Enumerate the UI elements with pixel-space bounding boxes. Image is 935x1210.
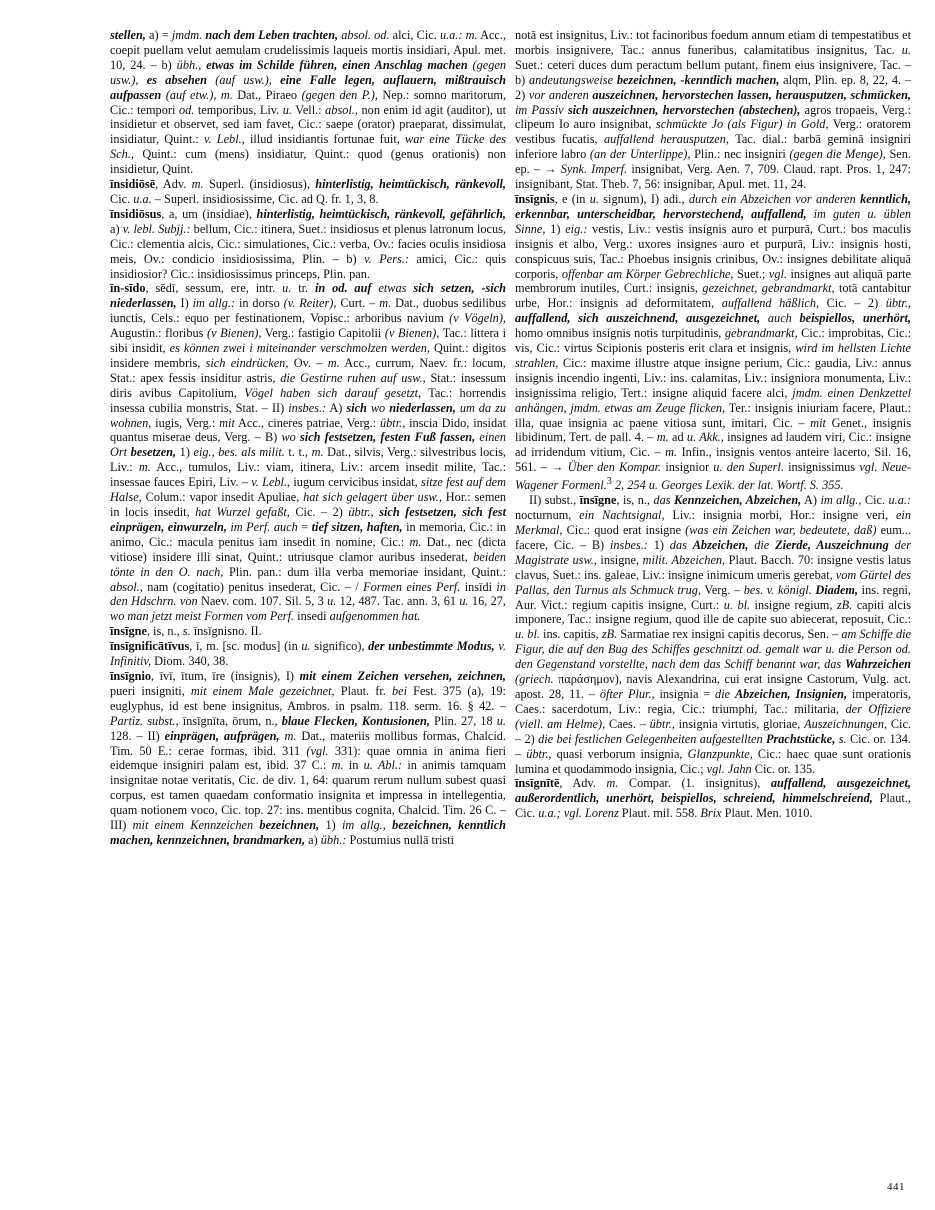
- dictionary-entry-insignio-cont: notā est insignitus, Liv.: tot facinoribus foedum annum etiam di tempestatibus et morbis insignivere, Tac.: annus funeribus, calamitatibus insignitus, Tac. u. Suet.: ceteri duces dum peractum bellum putant, finem eius insignivere, Tac. – b) andeutungsweise bezeichnen, -kenntlich machen, alqm, Plin. ep. 8, 22, 4. – 2) vor anderen auszeichnen, hervorstechen lassen, herausputzen, schmücken, im Passiv sich auszeichnen, hervorstechen (abstechen), agros tropaeis, Verg.: clipeum Io auro insignibat, schmückte Jo (als Figur) in Gold, Verg.: oratorem vestibus fucatis, auffallend herausputzen, Tac. dial.: barbā geminā insigniri inferiore labro (an der Unterlippe), Plin.: nec insigniri (gegen die Menge), Sen. ep. – → Synk. Imperf. insignibat, Verg. Aen. 7, 709. Claud. rapt. Pros. 1, 247: insignibant, Stat. Theb. 7, 56: insignibar, Apul. met. 11, 24.: [515, 28, 912, 192]
- dictionary-entry-insignio: īnsīgnio, īvī, ītum, īre (insignis), I) mit einem Zeichen versehen, zeichnen, pueri insigniti, mit einem Male gezeichnet, Plaut. fr. bei Fest. 375 (a), 19: euglyphus, id est bene insignitus, Ambros. in psalm. 118. serm. 16. § 42. – Partiz. subst., īnsīgnīta, ōrum, n., blaue Flecken, Kontusionen, Plin. 27, 18 u. 128. – II) einprägen, aufprägen, m. Dat., materiis mollibus formas, Chalcid. Tim. 50 E.: cerae formas, ibid. 311 (vgl. 331): quae omnia in anima fieri eidemque insigniri palam est, ibid. 37 C.: m. in u. Abl.: in animis tamquam insignitae notae veritatis, Cic. de div. 1, 64: quarum rerum nullum subest quasi corpus, est tamen quaedam conformatio insignita et impressa in intellegentia, quam notionem voco, Cic. top. 27: ins. mentibus cognita, Chalcid. Tim. 26 C. – III) mit einem Kennzeichen bezeichnen, 1) im allg., bezeichnen, kenntlich machen, kennzeichnen, brandmarken, a) übh.: Postumius nullā tristi: [110, 668, 507, 847]
- page-number: 441: [887, 1181, 905, 1193]
- dictionary-entry-insigne-ref: īnsīgne, is, n., s. īnsīgnisno. II.: [110, 624, 262, 639]
- dictionary-entry-insignite: īnsīgnītē, Adv. m. Compar. (1. insignitus), auffallend, ausgezeichnet, außerordentlich, unerhört, beispiellos, schreiend, himmelschreiend, Plaut., Cic. u.a.; vgl. Lorenz Plaut. mil. 558. Brix Plaut. Men. 1010.: [515, 776, 912, 821]
- dictionary-entry-stellen: stellen, a) = jmdm. nach dem Leben trachten, absol. od. alci, Cic. u.a.: m. Acc., coepit puellam velut aemulam crudelissimis laqueis mortis insidiari, Apul. met. 10, 24. – b) übh., etwas im Schilde führen, einen Anschlag machen (gegen usw.), es absehen (auf usw.), eine Falle legen, auflauern, mißtrauisch aufpassen (auf etw.), m. Dat., Piraeo (gegen den P.), Nep.: somno maritorum, Cic.: tempori od. temporibus, Liv. u. Vell.: absol., non enim id agit (auditor), ut insidietur et observet, sed iam favet, Cic.: saepe (orator) praeparat, dissimulat, insidiatur, Quint.: v. Lebl., illud insidiantis fortunae fuit, war eine Tücke des Sch., Quint.: cum (mens) insidiatur, Quint.: quod (genus orationis) non insidietur, Quint.: [110, 28, 507, 177]
- dictionary-entry-insidiose: īnsidiōsē, Adv. m. Superl. (insidiosus), hinterlistig, heimtückisch, ränkevoll, Cic. u.a. – Superl. insidiosissime, Cic. ad Q. fr. 1, 3, 8.: [110, 177, 506, 206]
- left-column: [110, 28, 506, 848]
- dictionary-entry-in-sido: īn-sīdo, sēdī, sessum, ere, intr. u. tr. in od. auf etwas sich setzen, -sich niederlassen, I) im allg.: in dorso (v. Reiter), Curt. – m. Dat., duobus sedilibus iunctis, Cels.: equo per festinationem, Vopisc.: arboribus navium (v Vögeln), Augustin.: floribus (v Bienen), Verg.: fastigio Capitolii (v Bienen), Tac.: littera i sibi insidit, es können zwei i miteinander verschmolzen werden, Quint.: digitos insidere membris, sich eindrücken, Ov. – m. Acc., currum, Naev. fr.: locum, Stat.: apex fessis insiditur astris, die Gestirne ruhen auf usw., Stat.: insessum diris avibus Capitolium, Vögel haben sich darauf gesetzt, Tac.: horrendis insessa cubilia monstris, Stat. – II) insbes.: A) sich wo niederlassen, um da zu wohnen, iugis, Verg.: mit Acc., cineres patriae, Verg.: übtr., inscia Dido, insidat quantus miserae deus, Verg. – B) wo sich festsetzen, festen Fuß fassen, einen Ort besetzen, 1) eig., bes. als milit. t. t., m. Dat., silvis, Verg.: silvestribus locis, Liv.: m. Acc., tumulos, Liv.: viam, itinera, Liv.: arcem insedit milite, Tac.: insessae fauces Epiri, Liv. – v. Lebl., iugum cervicibus insidat, sitze fest auf dem Halse, Colum.: vapor insedit Apuliae, hat sich gelagert über usw., Hor.: semen in locis insedit, hat Wurzel gefaßt, Cic. – 2) übtr., sich festsetzen, sich fest einprägen, einwurzeln, im Perf. auch = tief sitzen, haften, in memoria, Cic.: in animo, Cic.: macula penitus iam insedit in nomine, Cic.: m. Dat., nec (dicta vitiose) insidere illi sinat, Quint.: utriusque clamor auribus insederat, beiden tönte in den O. nach, Plin. pan.: dum illa verba memoriae insidant, Quint.: absol., nam (cogitatio) penitus insederat, Cic. – / Formen eines Perf. insīdi in den Hdschrn. von Naev. com. 107. Sil. 5, 3 u. 12, 487. Tac. ann. 3, 61 u. 16, 27, wo man jetzt meist Formen vom Perf. insedi aufgenommen hat.: [110, 281, 507, 624]
- dictionary-entry-insigne: II) subst., īnsīgne, is, n., das Kennzeichen, Abzeichen, A) im allg., Cic. u.a.: nocturnum, ein Nachtsignal, Liv.: insignia morbi, Hor.: insigne veri, ein Merkmal, Cic.: quod erat insigne (was ein Zeichen war, bedeutete, daß) eum... facere, Cic. – B) insbes.: 1) das Abzeichen, die Zierde, Auszeichnung der Magistrate usw., insigne, milit. Abzeichen, Plaut. Bacch. 70: insigne vestis latus clavus, Suet.: ins. galeae, Liv.: insigne inimicum umeris gerebat, vom Gürtel des Pallas, den Turnus als Schmuck trug, Verg. – bes. v. königl. Diadem, ins. regni, Aur. Vict.: regium capitis insigne, Curt.: u. bl. insigne regium, zB. capiti alcis imponere, Tac.: insigne regium, quod ille de capite suo abiecerat, reposuit, Cic.: u. bl. ins. capitis, zB. Sarmatiae rex insigni capitis decorus, Sen. – am Schiffe die Figur, die auf den Bug des Schiffes geschnitzt od. gemalt war u. die Person od. den Gegenstand vorstellte, nach dem das Schiff benannt war, das Wahrzeichen (griech. παράσημον), navis Alexandrina, cui erat insigne Castorum, Vulg. act. apost. 28, 11. – öfter Plur., insignia = die Abzeichen, Insignien, imperatoris, Caes.: sacerdotum, Liv.: regia, Cic.: triumphi, Tac.: militaria, der Offiziere (viell. am Helme), Caes. – übtr., insignia virtutis, gloriae, Auszeichnungen, Cic. – 2) die bei festlichen Gelegenheiten aufgestellten Prachtstücke, s. Cic. or. 134. – übtr., quasi verborum insignia, Glanzpunkte, Cic.: haec quae sunt orationis lumina et quodammodo insignia, Cic.; vgl. Jahn Cic. or. 135.: [515, 493, 912, 776]
- dictionary-entry-insidiosus: īnsidiōsus, a, um (insidiae), hinterlistig, heimtückisch, ränkevoll, gefährlich, a) v. lebl. Subjj.: bellum, Cic.: itinera, Suet.: insidiosus et plenus latronum locus, Cic.: clementia alcis, Cic.: simulationes, Cic.: verba, Ov.: facies oculis insidiosa meis, Ov.: condicio insidiosissima, Plin. – b) v. Pers.: amici, Cic.: quis insidiosior? Cic.: insidiosissimus princeps, Plin. pan.: [110, 206, 507, 281]
- dictionary-entry-insignis: īnsīgnis, e (in u. signum), I) adi., durch ein Abzeichen vor anderen kenntlich, erkennbar, unterscheidbar, hervorstechend, auffallend, im guten u. üblen Sinne, 1) eig.: vestis, Liv.: vestis insignis auro et purpurā, Curt.: bos maculis insignis et albo, Verg.: uxores insignes auro et purpurā, Liv.: insignis hosti, conspicuus suis, Tac.: Phoebus insignis crinibus, Ov.: insignes debilitate aliquā corporis, offenbar am Körper Gebrechliche, Suet.; vgl. insignes aut aliquā parte membrorum inutiles, Curt.: insignis, gezeichnet, gebrandmarkt, totā cantabitur urbe, Hor.: insignis ad deformitatem, auffallend häßlich, Cic. – 2) übtr., auffallend, sich auszeichnend, ausgezeichnet, auch beispiellos, unerhört, homo omnibus insignis notis turpitudinis, gebrandmarkt, Cic.: improbitas, Cic.: vis, Cic.: virtus Scipionis posteris erit clara et insignis, wird im hellsten Lichte strahlen, Cic.: maxime illustre atque insigne perium, Cic.: gaudia, Liv.: annus insignis incendio ingenti, Liv.: ins. calamitas, Liv.: insigniora monumenta, Liv.: insignissima religio, Tert.: insigne aliquid facere alci, jmdm. einen Denkzettel anhängen, jmdm. etwas am Zeuge flicken, Ter.: insignis iniuriam facere, Plaut.: illa, quae insignia ac paene vitiosa sunt, imitari, Cic. – mit Genet., insignis libidinum, Tert. de pall. 4. – m. ad u. Akk., insignes ad laudem viri, Cic.: insigne ad irridendum vitium, Cic. – m. Infin., insignis ventos anteire lacerto, Sil. 16, 561. – → Über den Kompar. insignior u. den Superl. insignissimus vgl. Neue-Wagener Formenl.$^3$ 2, 254 u. Georges Lexik. der lat. Wortf. S. 355.: [515, 191, 912, 493]
- dictionary-entry-insignificativus: īnsīgnificātīvus, ī, m. [sc. modus] (in u. significo), der unbestimmte Modus, v. Infinitiv, Diom. 340, 38.: [110, 639, 506, 669]
- right-column: [515, 28, 911, 821]
